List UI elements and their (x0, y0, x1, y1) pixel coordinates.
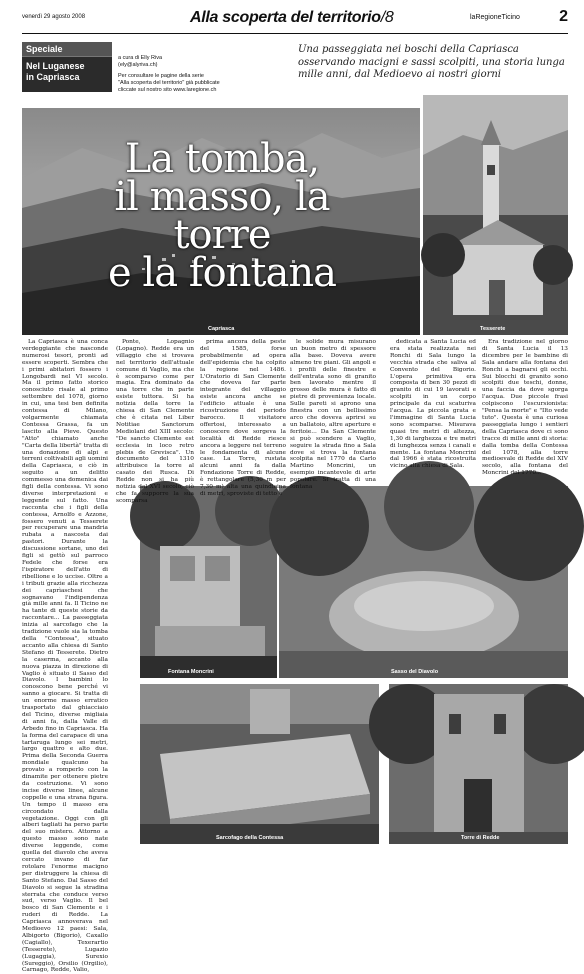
column-5-text: dedicata a Santa Lucia ed era stata realizzata nei Ronchi di Sala lungo la vecchia strada che saliva al Convento del Bigorio. L'opera primitiva era composta di ben 30 pezzi di granito di cui 19 lavorati e scolpiti in un corpo principale da cui scaturiva l'acqua. La piccola grata e l'immagine di Santa Lucia sono scomparse. Misurava quasi tre metri di altezza, 1,30 di larghezza e tre metri di lunghezza senza i canali e mente. La fontana Moncrini dal 1966 è stata ricostruita vicino alla chiesa di Sala. (390, 339, 476, 470)
article-column-4 (290, 339, 376, 491)
church-tower-image (423, 95, 568, 335)
photo-sarcofago (140, 684, 379, 844)
column-2-text: Ponte, Lopagnio (Lopagno). Redde era un villaggio che si trovava nel territorio dell'attuale comune di Vaglio, ma che è scomparso come per magia. Era dominato da una torre che in parte esiste tuttora. Si ha notizia della torre la chiesa di San Clemente che è citata nel Liber Notitiae Sanctorum Mediolani del XIII secolo: "De sancto Clemente est ecclesia in loco retro plebis de Grevisca". Un documento del 1310 attribuisce la torre al casato dei Rusca. Di Redde non si ha più notizia dal XVI secolo, ciò che fa supporre la sua scomparsa (116, 339, 194, 504)
speciale-title-line1: Nel Luganese (26, 61, 85, 71)
article-column-2 (116, 339, 194, 504)
photo-torre-di-redde (389, 684, 568, 844)
title-line-3: e la fontana (108, 250, 336, 296)
credits-author: a cura di Elly Riva (118, 55, 163, 61)
column-1-text: La Capriasca è una conca verdeggiante che nasconde numerosi tesori, pronti ad essere scoperti. Sembra che i primi abitatori fossero i Longobardi nel VI secolo. Ma il primo fatto storico conosciuto risale al primo settembre del 1078, giorno in cui, una tesi ben definita contessa di Milano, volgarmente chiamata Contessa Grassa, fa un lascito alla Pieve. Questo "Atto" chiamato anche "Carta della libertà" tratta di una donazione di alpi e terreni coltivabili agli uomini della Capriasca, e ciò in seguito a un delitto commesso una domenica dai figli della contessa. Vi sono diverse interpretazioni e leggende sul fatto. Una racconta che i figli della contessa, Arnolfo e Azzone, fossero venuti a Tesserete per recuperare una mandria rubata a nascosta dai pastori. Durante la discussione sortane, uno dei figli si gettò sul parroco Fedele che forse era l'ispiratore dell'atto di ribellione e lo uccise. Oltre a i tributi grazie alla ricchezza dei caprìaschesi che sognavano l'indipendenza già mille anni fa. Il Ticino ne ha tante di queste storie da raccontare... La passeggiata inizia al sarcofago che la tradizione vuole sia la tomba della "Contessa", situato accanto alla chiesa di Santo Stefano di Tesserete. Dietro la caserma, accanto alla nuova piazza in direzione di Vaglio è situato il Sasso del Diavolo. I bambini lo conoscono bene perché vi sanno a giocare. Si tratta di un enorme masso erratico trasportato dal ghiacciaio del Ticino, diverse migliaia di anni fa, dalla Valle di Arbedo fino in Capriasca. Ha la forma del carapace di una tartaruga lungo sei metri, largo quattro e alto due. Prima della Seconda Guerra mondiale qualcuno ha provato a romperlo con la dinamite per ottenere pietre da costruzione. Vi sono incise diverse linee, alcune coppelle e una strana figura. Un tempo il masso era circondato dalla vegetazione. Oggi con gli alberi tagliati ha perso parte del suo mistero. Attorno a questo masso sono nate diverse leggende, come quella del diavolo che aveva cercato invano di far rotolare l'enorme macigno per distruggere la chiesa di Santo Stefano. Dal Sasso del Diavolo si segue la stradina sterrata che conduce verso sud, verso Vaglio. Il bel bosco di San Clemente e i ruderi di Redde. La Capriasca annoverava nel Medioevo 12 paesi: Sala, Albigorto (Bigorio), Caxallo (Cagiallo), Texerartio (Tesserete), Lugazio (Lugaggia), Surexio (Sureggio), Orsilio (Orgilio), Carnago, Redde, Valio, (22, 339, 108, 974)
speciale-label: Speciale (22, 42, 112, 57)
header-section-title: Alla scoperta del territorio (190, 9, 381, 26)
caption-fontana: Fontana Moncrini (168, 669, 214, 675)
title-line-1: La tomba, (124, 136, 320, 182)
header-section (190, 9, 394, 27)
caption-sasso: Sasso del Diavolo (391, 669, 439, 675)
article-column-6 (482, 339, 568, 481)
article-deck: Una passeggiata nei boschi della Capriasca osservando macigni e sassi scolpiti, una storia lunga mille anni, dal Medioevo ai nostri giorni (298, 44, 565, 80)
credits-note-2: "Alla scoperta del territorio" già pubblicate (118, 80, 220, 86)
photo-sasso-del-diavolo (279, 486, 568, 678)
sarcophagus-image (140, 684, 379, 844)
article-column-1 (22, 339, 108, 974)
page-header (22, 8, 568, 34)
credits-note-1: Per consultare le pagine della serie (118, 73, 204, 79)
article-column-3 (200, 339, 286, 497)
header-page-number: 2 (559, 8, 568, 25)
credits-note-3: cliccate sul nostro sito www.laregione.ch (118, 87, 217, 93)
tower-image (389, 684, 568, 844)
header-paper-name: laRegioneTicino (470, 14, 520, 21)
caption-torre: Torre di Redde (461, 835, 500, 841)
fountain-image (140, 486, 277, 678)
article-title (62, 136, 382, 296)
photo-fontana-moncrini (140, 486, 277, 678)
header-date: venerdì 29 agosto 2008 (22, 14, 86, 20)
caption-tesserete: Tesserete (480, 326, 506, 332)
column-6-text: Era tradizione nel giorno di Santa Lucia il 13 dicembre per le bambine di Sala andare alla fontana dei Ronchi a bagnarsi gli occhi. Sui blocchi di granito sono scolpiti due teschi, donne, una faccia da dove sgorga l'acqua. Due piccole frasi colpiscono l'escursionista: "Pensa la morte" e "Ilto vede tuto". Questa è una curiosa passeggiata lungo i sentieri della Capriasca dove ci sono tracce di mille anni di storia: dalla tomba della Contessa del 1078, alla torre medioevale di Redde del XIV secolo, alla fontana del Moncrini del 1770... (482, 339, 568, 477)
header-section-suffix: /8 (380, 9, 394, 26)
title-line-2: il masso, la torre (114, 174, 330, 258)
column-4-text: le solide mura misurano un buon metro di spessore alla base. Doveva avere almeno tre piani. Gli angoli e i profili delle finestre e dell'entrata sono di granito ben lavorato mentre il grosso delle mura è fatto di pietre di provenienza locale. Sulle pareti si aprono una finestra con un bellissimo arco che doveva aprirsi su un ballatoio, altre aperture e feritoie... Da San Clemente si può scendere a Vaglio, seguire la strada fino a Sala dove si trova la fontana scolpita nel 1770 da Carlo Martino Moncrini, un esempio incantevole di arte popolare. Si tratta di una fontana (290, 339, 376, 491)
caption-sarcofago: Sarcofago della Contessa (216, 835, 284, 841)
article-column-5 (390, 339, 476, 481)
boulder-image (279, 486, 568, 678)
speciale-title-line2: in Capriasca (26, 72, 80, 82)
credits-block (118, 55, 288, 94)
caption-capriasca: Capriasca (208, 326, 235, 332)
photo-tesserete (423, 95, 568, 335)
column-3-text: prima ancora della peste del 1585, forse probabilmente ad opera dell'epidemia che ha colpito la regione nel 1486. L'Oratorio di San Clemente che doveva far parte integrante del villaggio esiste ancora anche se l'edificio attuale è una ricostruzione del periodo barocco. Il visitatore offertosi, interessato a conoscere dove sorgeva la località di Redde riesce ancora a leggere nel terreno le fondamenta di alcune case. La Torre, rustata alcuni anni fa dalla Fondazione Torre di Redde, è rettangolare (5,30 m per 7,30 m) alta una quindicina di metri, sproviste di tetto e (200, 339, 286, 497)
credits-email: (ely@alyriva.ch) (118, 62, 158, 68)
speciale-box (22, 42, 112, 92)
